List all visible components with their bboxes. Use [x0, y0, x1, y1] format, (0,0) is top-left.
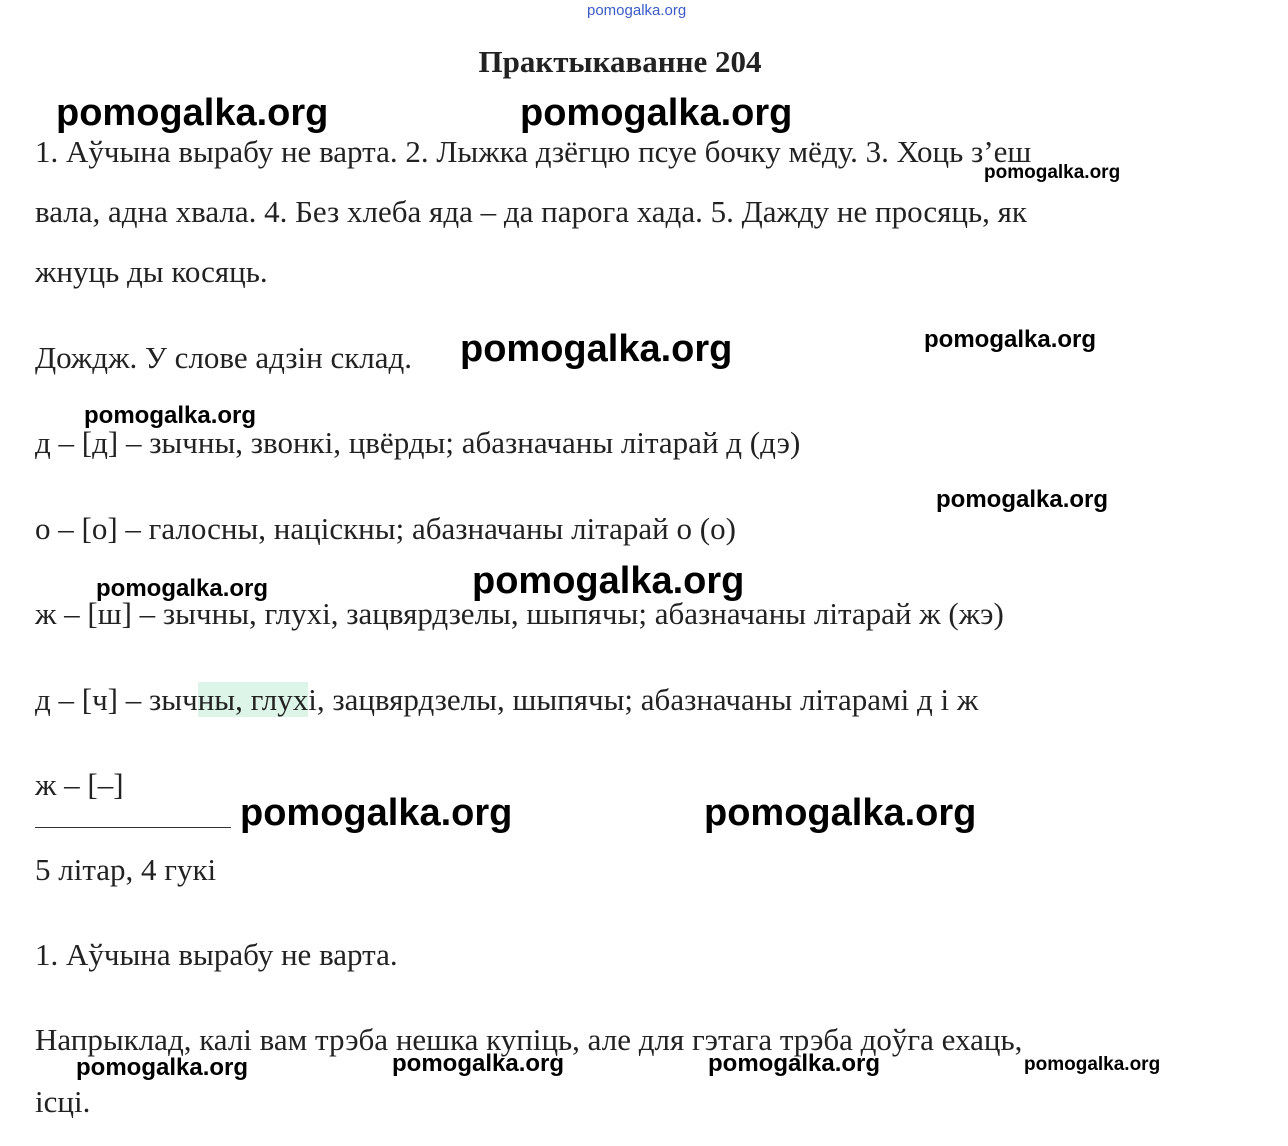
analysis-heading: Дождж. У слове адзін склад.: [35, 340, 413, 375]
watermark: pomogalka.org: [460, 328, 733, 370]
row-d2-end: і, зацвярдзелы, шыпячы; абазначаны літарамі д і ж: [308, 682, 979, 717]
letter-sound-count: 5 літар, 4 гукі: [35, 852, 217, 887]
site-mark-top[interactable]: pomogalka.org: [587, 2, 687, 19]
proverbs-line-1: 1. Аўчына вырабу не варта. 2. Лыжка дзёгцю псуе бочку мёду. 3. Хоць з’еш: [35, 134, 1032, 169]
divider-line: [35, 827, 231, 828]
watermark: pomogalka.org: [56, 92, 329, 134]
page-title: Практыкаванне 204: [478, 44, 762, 79]
analysis-row-zh: ж – [ш] – зычны, глухі, зацвярдзелы, шыпячы; абазначаны літарай ж (жэ): [35, 596, 1004, 631]
analysis-row-o: о – [о] – галосны, націскны; абазначаны літарай о (о): [35, 511, 736, 546]
watermark: pomogalka.org: [96, 575, 269, 602]
watermark: pomogalka.org: [84, 402, 257, 429]
analysis-row-d: д – [д] – зычны, звонкі, цвёрды; абазначаны літарай д (дэ): [35, 425, 801, 460]
watermark: pomogalka.org: [708, 1050, 881, 1077]
explanation-line-2: ісці.: [35, 1084, 91, 1119]
row-d2-start: д – [ч] – зыч: [35, 682, 198, 717]
analysis-row-d2: [35, 682, 978, 718]
watermark: pomogalka.org: [520, 92, 793, 134]
watermark: pomogalka.org: [240, 792, 513, 834]
watermark: pomogalka.org: [984, 162, 1121, 183]
watermark: pomogalka.org: [704, 792, 977, 834]
explanation-line-1: Напрыклад, калі вам трэба нешка купіць, але для гэтага трэба доўга ехаць,: [35, 1022, 1023, 1057]
watermark: pomogalka.org: [924, 326, 1097, 353]
watermark: pomogalka.org: [392, 1050, 565, 1077]
watermark: pomogalka.org: [76, 1054, 249, 1081]
proverbs-line-3: жнуць ды косяць.: [35, 254, 268, 289]
watermark: pomogalka.org: [1024, 1054, 1161, 1075]
explanation-proverb: 1. Аўчына вырабу не варта.: [35, 937, 398, 972]
analysis-row-zh2: ж – [–]: [35, 767, 124, 802]
watermark: pomogalka.org: [936, 486, 1109, 513]
watermark: pomogalka.org: [472, 560, 745, 602]
proverbs-line-2: вала, адна хвала. 4. Без хлеба яда – да парога хада. 5. Дажду не просяць, як: [35, 194, 1027, 229]
highlighted-text: ны, глух: [197, 682, 309, 717]
